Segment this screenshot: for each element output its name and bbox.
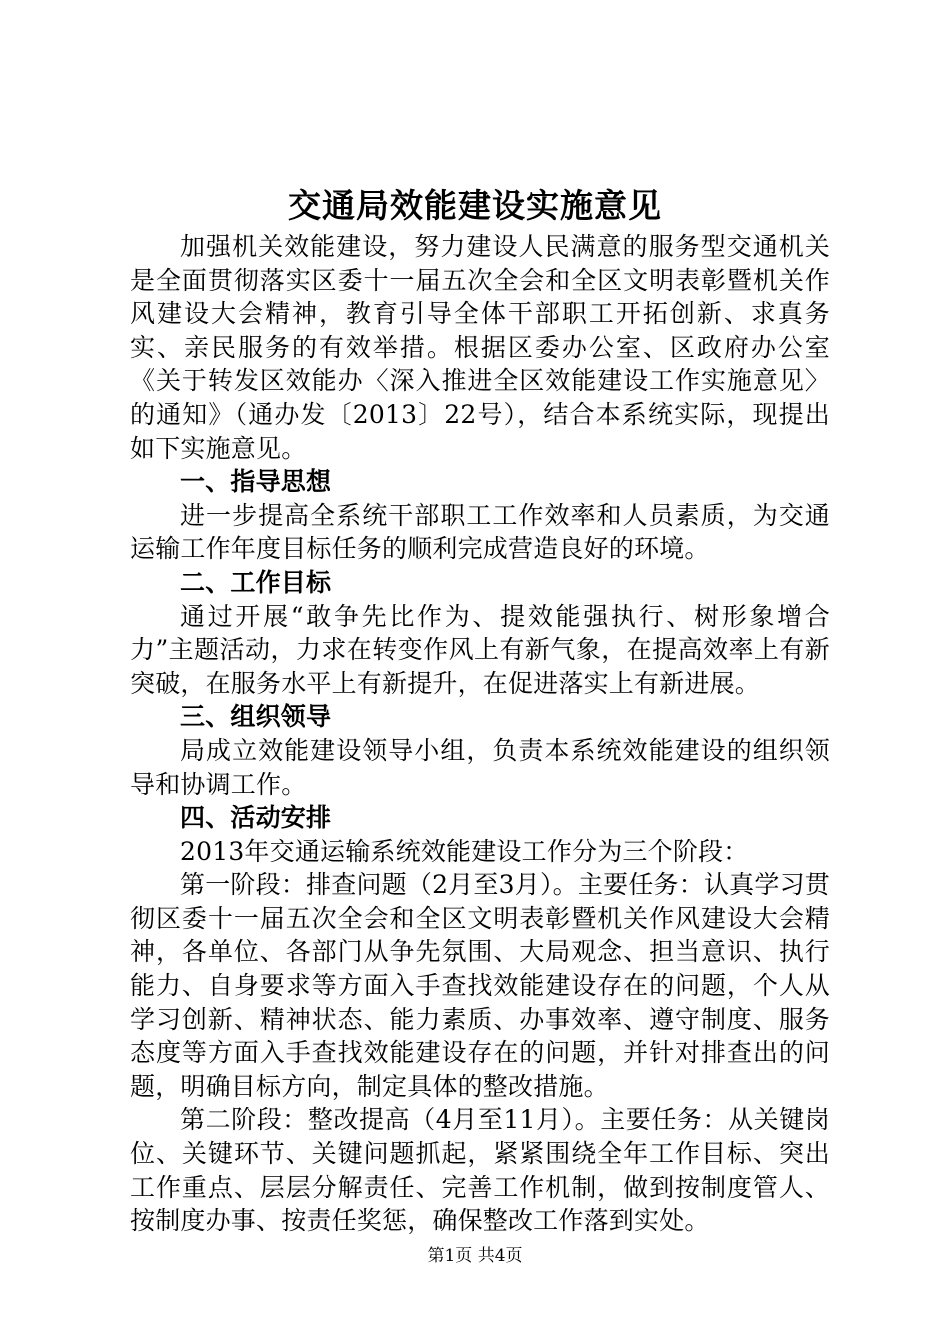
guiding-ideology-paragraph: 进一步提高全系统干部职工工作效率和人员素质，为交通运输工作年度目标任务的顺利完成营造良好的环境。 — [130, 500, 830, 564]
document-title: 交通局效能建设实施意见 — [288, 186, 662, 225]
section-heading-guiding-ideology: 一、指导思想 — [180, 467, 332, 497]
document-body — [130, 230, 830, 1238]
work-goals-paragraph: 通过开展“敢争先比作为、提效能强执行、树形象增合力”主题活动，力求在转变作风上有新气象，在提高效率上有新突破，在服务水平上有新提升，在促进落实上有新进展。 — [130, 601, 830, 698]
phase-one-paragraph: 第一阶段：排查问题（2月至3月）。主要任务：认真学习贯彻区委十一届五次全会和全区文明表彰暨机关作风建设大会精神，各单位、各部门从争先氛围、大局观念、担当意识、执行能力、自身要求等方面入手查找效能建设存在的问题，个人从学习创新、精神状态、能力素质、办事效率、遵守制度、服务态度等方面入手查找效能建设存在的问题，并针对排查出的问题，明确目标方向，制定具体的整改措施。 — [130, 870, 830, 1101]
section-heading-organization: 三、组织领导 — [180, 702, 332, 732]
organization-paragraph: 局成立效能建设领导小组，负责本系统效能建设的组织领导和协调工作。 — [130, 735, 830, 799]
activity-intro-paragraph: 2013年交通运输系统效能建设工作分为三个阶段： — [180, 836, 749, 866]
phase-two-paragraph: 第二阶段：整改提高（4月至11月）。主要任务：从关键岗位、关键环节、关键问题抓起，紧紧围绕全年工作目标、突出工作重点、层层分解责任、完善工作机制，做到按制度管人、按制度办事、按责任奖惩，确保整改工作落到实处。 — [130, 1105, 830, 1236]
intro-paragraph: 加强机关效能建设，努力建设人民满意的服务型交通机关是全面贯彻落实区委十一届五次全会和全区文明表彰暨机关作风建设大会精神，教育引导全体干部职工开拓创新、求真务实、亲民服务的有效举措。根据区委办公室、区政府办公室《关于转发区效能办〈深入推进全区效能建设工作实施意见〉的通知》（通办发〔2013〕22号），结合本系统实际，现提出如下实施意见。 — [130, 232, 830, 463]
section-heading-work-goals: 二、工作目标 — [180, 567, 332, 597]
section-heading-activity-arrangement: 四、活动安排 — [180, 803, 332, 833]
page-number-footer: 第1页 共4页 — [427, 1246, 523, 1266]
